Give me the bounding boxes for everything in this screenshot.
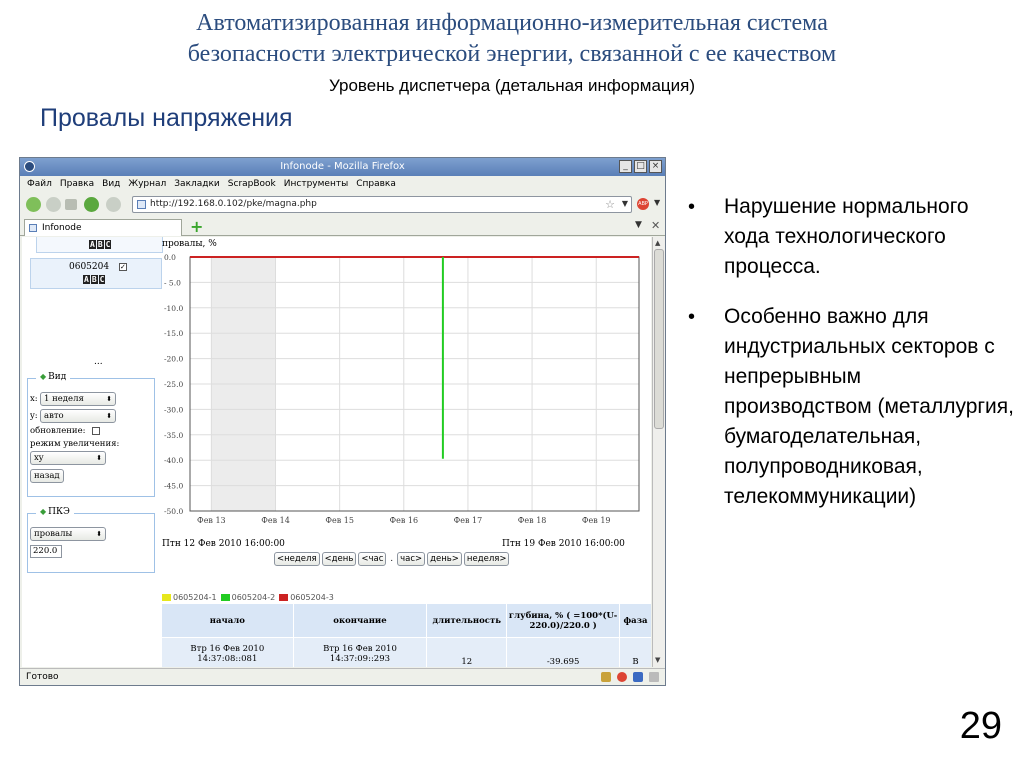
- time-navigation: [274, 552, 509, 566]
- menubar: [20, 176, 665, 192]
- left-panel: [22, 237, 162, 667]
- prev-hour-button[interactable]: <час: [358, 552, 386, 566]
- refresh-checkbox[interactable]: [92, 427, 100, 435]
- device-box[interactable]: [36, 237, 163, 253]
- next-day-button[interactable]: день>: [427, 552, 462, 566]
- firefox-icon: [24, 161, 35, 172]
- series-legend: [162, 593, 334, 602]
- url-bar[interactable]: [132, 196, 632, 213]
- select-caret-icon: ⬍: [106, 395, 112, 403]
- phase-c[interactable]: C: [99, 275, 105, 284]
- cell-depth: -39.695: [507, 638, 620, 668]
- select-caret-icon: ⬍: [106, 412, 112, 420]
- legend-item: [221, 593, 276, 602]
- x-range-select[interactable]: [40, 392, 116, 406]
- tab-label: Infonode: [42, 223, 82, 233]
- phase-b[interactable]: B: [97, 240, 103, 249]
- reload-icon[interactable]: [84, 197, 99, 212]
- phase-b[interactable]: B: [91, 275, 97, 284]
- col-phase: фаза: [620, 604, 652, 638]
- legend-swatch: [162, 594, 171, 601]
- pke-panel-title: ПКЭ: [48, 507, 70, 517]
- slide-title: [0, 8, 1024, 70]
- phase-selector[interactable]: [89, 240, 112, 249]
- x-tick-label: Фев 15: [325, 516, 354, 525]
- refresh-label: обновление:: [30, 426, 86, 436]
- more-ellipsis: ...: [94, 357, 103, 367]
- phase-selector[interactable]: [83, 275, 106, 284]
- home-icon[interactable]: [65, 199, 77, 210]
- page-number: 29: [959, 705, 1002, 747]
- addon-icon[interactable]: [601, 672, 611, 682]
- y-range-select[interactable]: [40, 409, 116, 423]
- tab-list-icon[interactable]: ▼: [635, 220, 642, 230]
- menu-bookmarks[interactable]: Закладки: [174, 179, 220, 189]
- menu-tools[interactable]: Инструменты: [283, 179, 349, 189]
- browser-window: [19, 157, 666, 686]
- x-tick-label: Фев 17: [453, 516, 483, 525]
- device-box-selected[interactable]: [30, 258, 162, 289]
- legend-item: [279, 593, 334, 602]
- minimize-button[interactable]: _: [619, 160, 632, 173]
- view-panel-title: Вид: [48, 372, 67, 382]
- back-icon[interactable]: [26, 197, 41, 212]
- legend-swatch: [279, 594, 288, 601]
- window-titlebar[interactable]: [20, 158, 665, 176]
- x-range-value: 1 неделя: [44, 394, 84, 404]
- slide-subtitle: Уровень диспетчера (детальная информация): [328, 76, 696, 95]
- y-tick-label: 0.0: [164, 253, 176, 262]
- y-tick-label: -30.0: [164, 405, 184, 415]
- page-content: [22, 237, 651, 667]
- pke-panel: [27, 507, 155, 573]
- legend-label: 0605204-3: [290, 593, 334, 602]
- forward-icon[interactable]: [46, 197, 61, 212]
- x-tick-label: Фев 13: [197, 516, 226, 525]
- zoom-mode-select[interactable]: [30, 451, 106, 465]
- expand-icon: ◆: [40, 507, 47, 516]
- new-tab-icon[interactable]: +: [190, 217, 204, 236]
- back-button[interactable]: назад: [30, 469, 64, 483]
- next-week-button[interactable]: неделя>: [464, 552, 510, 566]
- chart-area: [162, 237, 651, 537]
- vertical-scrollbar[interactable]: [652, 237, 665, 667]
- bullet-item: • Особенно важно для индустриальных секторов с непрерывным производством (металлургия, бумагоделательная, полупроводниковая, телекоммуникации): [684, 302, 1014, 512]
- menu-history[interactable]: Журнал: [128, 179, 167, 189]
- tab-infonode[interactable]: [24, 219, 182, 236]
- legend-item: [162, 593, 217, 602]
- navigation-toolbar: [20, 194, 665, 216]
- col-start: начало: [162, 604, 294, 638]
- nominal-voltage-input[interactable]: 220.0: [30, 545, 62, 558]
- x-tick-label: Фев 14: [261, 516, 290, 525]
- table-header-row: [162, 604, 652, 638]
- maximize-button[interactable]: □: [634, 160, 647, 173]
- expand-icon: ◆: [40, 372, 47, 381]
- y-tick-label: -20.0: [164, 354, 184, 364]
- slide-title-line1: Автоматизированная информационно-измерительная система: [196, 10, 828, 36]
- y-tick-label: -50.0: [164, 507, 184, 516]
- view-panel-legend[interactable]: [36, 372, 70, 382]
- select-caret-icon: ⬍: [96, 454, 102, 462]
- y-tick-label: -45.0: [164, 481, 184, 491]
- cell-duration: 12: [427, 638, 507, 668]
- y-tick-label: - 5.0: [164, 278, 181, 288]
- y-tick-label: -10.0: [164, 303, 184, 313]
- col-end: окончание: [293, 604, 427, 638]
- adblock-icon[interactable]: ABP: [637, 198, 649, 210]
- status-icons: [601, 672, 659, 682]
- tab-favicon-icon: [29, 224, 37, 232]
- table-row[interactable]: [162, 638, 652, 668]
- menu-edit[interactable]: Правка: [59, 179, 95, 189]
- scrollbar-thumb[interactable]: [654, 249, 664, 429]
- x-tick-label: Фев 18: [517, 516, 547, 525]
- url-dropdown-icon[interactable]: ▼: [621, 199, 628, 208]
- zoom-mode-value: xy: [34, 453, 44, 463]
- y-tick-label: -25.0: [164, 380, 184, 389]
- x-label: x:: [30, 394, 38, 404]
- phase-c[interactable]: C: [105, 240, 111, 249]
- voltage-dip-chart[interactable]: [162, 253, 651, 537]
- pke-panel-legend[interactable]: [36, 507, 74, 517]
- close-window-button[interactable]: ×: [649, 160, 662, 173]
- range-start: Птн 12 Фев 2010 16:00:00: [162, 539, 285, 549]
- y-tick-label: -15.0: [164, 329, 184, 339]
- legend-label: 0605204-1: [173, 593, 217, 602]
- window-title: Infonode - Mozilla Firefox: [280, 161, 405, 172]
- chart-title: провалы, %: [162, 239, 217, 249]
- slide-title-line2: безопасности электрической энергии, связанной с ее качеством: [187, 41, 837, 67]
- tab-bar: [20, 218, 665, 236]
- prev-week-button[interactable]: <неделя: [274, 552, 320, 566]
- device-checkbox[interactable]: ✓: [120, 263, 126, 271]
- scrapbook-icon[interactable]: [633, 672, 643, 682]
- y-tick-label: -40.0: [164, 456, 184, 466]
- cell-end: Втр 16 Фев 2010 14:37:09::293: [293, 638, 427, 668]
- section-title: Провалы напряжения: [40, 104, 293, 132]
- cell-phase: B: [620, 638, 652, 668]
- x-tick-label: Фев 16: [389, 516, 419, 525]
- adblock-status-icon[interactable]: [617, 672, 627, 682]
- scroll-up-icon[interactable]: ▲: [655, 239, 661, 247]
- menu-file[interactable]: Файл: [27, 179, 52, 189]
- bullet-item: • Нарушение нормального хода технологического процесса.: [684, 192, 1014, 282]
- cell-start: Втр 16 Фев 2010 14:37:08::081: [162, 638, 294, 668]
- stop-icon[interactable]: [106, 197, 121, 212]
- site-favicon-icon: [137, 200, 146, 209]
- menu-view[interactable]: Вид: [102, 179, 121, 189]
- status-bar: [20, 668, 665, 686]
- window-controls: [619, 160, 662, 173]
- pke-parameter-select[interactable]: [30, 527, 106, 541]
- x-tick-label: Фев 19: [581, 516, 611, 525]
- url-text[interactable]: http://192.168.0.102/pke/magna.php: [150, 199, 317, 209]
- bookmark-star-icon[interactable]: ☆: [605, 198, 615, 211]
- menu-scrapbook[interactable]: ScrapBook: [227, 179, 276, 189]
- prev-day-button[interactable]: <день: [322, 552, 357, 566]
- select-caret-icon: ⬍: [96, 530, 102, 538]
- col-duration: длительность: [427, 604, 507, 638]
- y-label: y:: [30, 411, 38, 421]
- y-tick-label: -35.0: [164, 430, 184, 440]
- events-table: [161, 603, 651, 667]
- phase-a[interactable]: A: [84, 275, 89, 284]
- zoom-mode-label: режим увеличения:: [30, 439, 120, 449]
- addon-dropdown-icon[interactable]: ▼: [654, 198, 661, 207]
- next-hour-button[interactable]: час>: [397, 552, 425, 566]
- phase-a[interactable]: A: [90, 240, 95, 249]
- view-panel: [27, 372, 155, 497]
- legend-swatch: [221, 594, 230, 601]
- resize-grip-icon[interactable]: [649, 672, 659, 682]
- status-text: Готово: [26, 672, 59, 682]
- bullet-list: [684, 192, 1014, 532]
- pke-parameter-value: провалы: [34, 529, 73, 539]
- legend-label: 0605204-2: [231, 593, 276, 602]
- col-depth: глубина, % ( =100*(U-220.0)/220.0 ): [507, 604, 620, 638]
- device-name: 0605204: [69, 262, 110, 272]
- y-range-value: авто: [44, 411, 64, 421]
- scroll-down-icon[interactable]: ▼: [655, 656, 661, 664]
- close-tab-icon[interactable]: ✕: [651, 219, 661, 232]
- range-end: Птн 19 Фев 2010 16:00:00: [502, 539, 625, 549]
- nav-separator: .: [390, 554, 394, 564]
- menu-help[interactable]: Справка: [356, 179, 396, 189]
